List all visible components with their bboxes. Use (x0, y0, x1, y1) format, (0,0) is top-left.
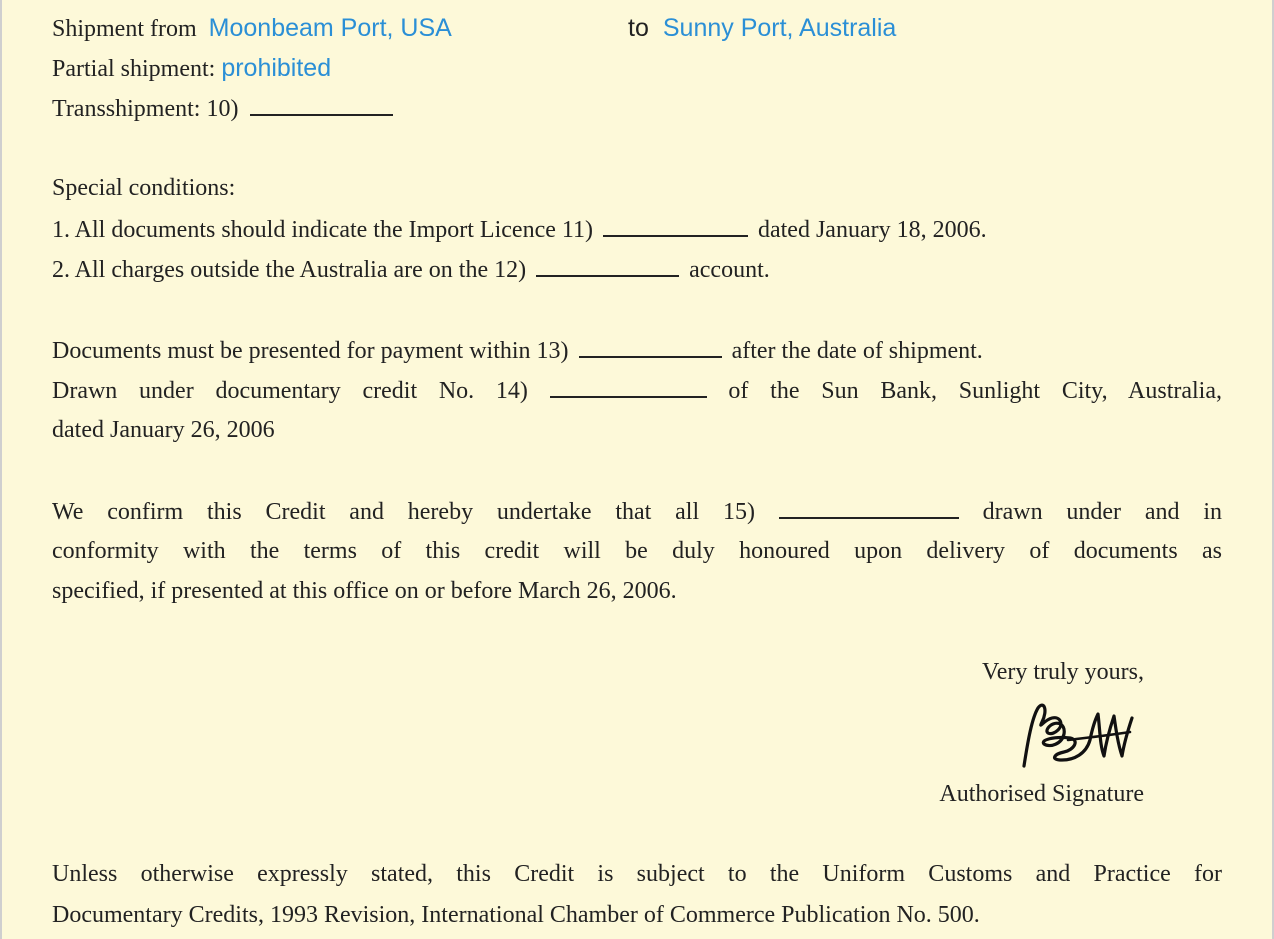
shipment-from-label: Shipment from (52, 16, 197, 42)
shipment-from-value: Moonbeam Port, USA (208, 14, 452, 42)
valediction: Very truly yours, (982, 659, 1144, 685)
blank-12[interactable] (536, 249, 679, 277)
partial-shipment-label: Partial shipment: (52, 56, 216, 82)
shipment-to-label: to (628, 14, 649, 42)
confirmation-line-2: conformity with the terms of this credit will be duly honoured upon delivery of documents as (52, 538, 1222, 564)
footer-line-1: Unless otherwise expressly stated, this Credit is subject to the Uniform Customs and Practice for (52, 861, 1222, 887)
shipment-to-line (628, 8, 896, 49)
condition-1-text: 1. All documents should indicate the Import Licence 11) (52, 217, 593, 243)
condition-1-tail: dated January 18, 2006. (757, 217, 987, 243)
blank-11[interactable] (603, 209, 748, 237)
presentation-line-2 (52, 370, 1222, 411)
confirmation-line-1 (52, 491, 1222, 532)
shipment-to-value: Sunny Port, Australia (662, 14, 897, 42)
signature-caption: Authorised Signature (939, 781, 1144, 807)
special-conditions-heading: Special conditions: (52, 175, 236, 201)
presentation-tail-2: of the Sun Bank, Sunlight City, Australia, (728, 378, 1222, 404)
presentation-line-3: dated January 26, 2006 (52, 417, 275, 443)
footer-line-2: Documentary Credits, 1993 Revision, International Chamber of Commerce Publication No. 500. (52, 902, 980, 928)
partial-shipment-value: prohibited (221, 54, 332, 82)
blank-14[interactable] (550, 370, 707, 398)
blank-10[interactable] (250, 88, 393, 116)
confirmation-text-1: We confirm this Credit and hereby undertake that all 15) (52, 499, 755, 525)
blank-13[interactable] (579, 330, 722, 358)
special-condition-2 (52, 249, 770, 290)
transshipment-label: Transshipment: 10) (52, 96, 239, 122)
transshipment-line (52, 88, 393, 129)
blank-15[interactable] (779, 491, 959, 519)
handwritten-signature (1014, 700, 1144, 774)
shipment-line (52, 8, 452, 49)
confirmation-line-3: specified, if presented at this office on or before March 26, 2006. (52, 578, 677, 604)
presentation-line-1 (52, 330, 983, 371)
special-condition-1 (52, 209, 987, 250)
confirmation-tail-1: drawn under and in (982, 499, 1222, 525)
presentation-tail-1: after the date of shipment. (731, 338, 983, 364)
condition-2-text: 2. All charges outside the Australia are on the 12) (52, 257, 527, 283)
partial-shipment-line (52, 48, 331, 89)
condition-2-tail: account. (689, 257, 770, 283)
presentation-text-1: Documents must be presented for payment within 13) (52, 338, 569, 364)
presentation-text-2: Drawn under documentary credit No. 14) (52, 378, 528, 404)
